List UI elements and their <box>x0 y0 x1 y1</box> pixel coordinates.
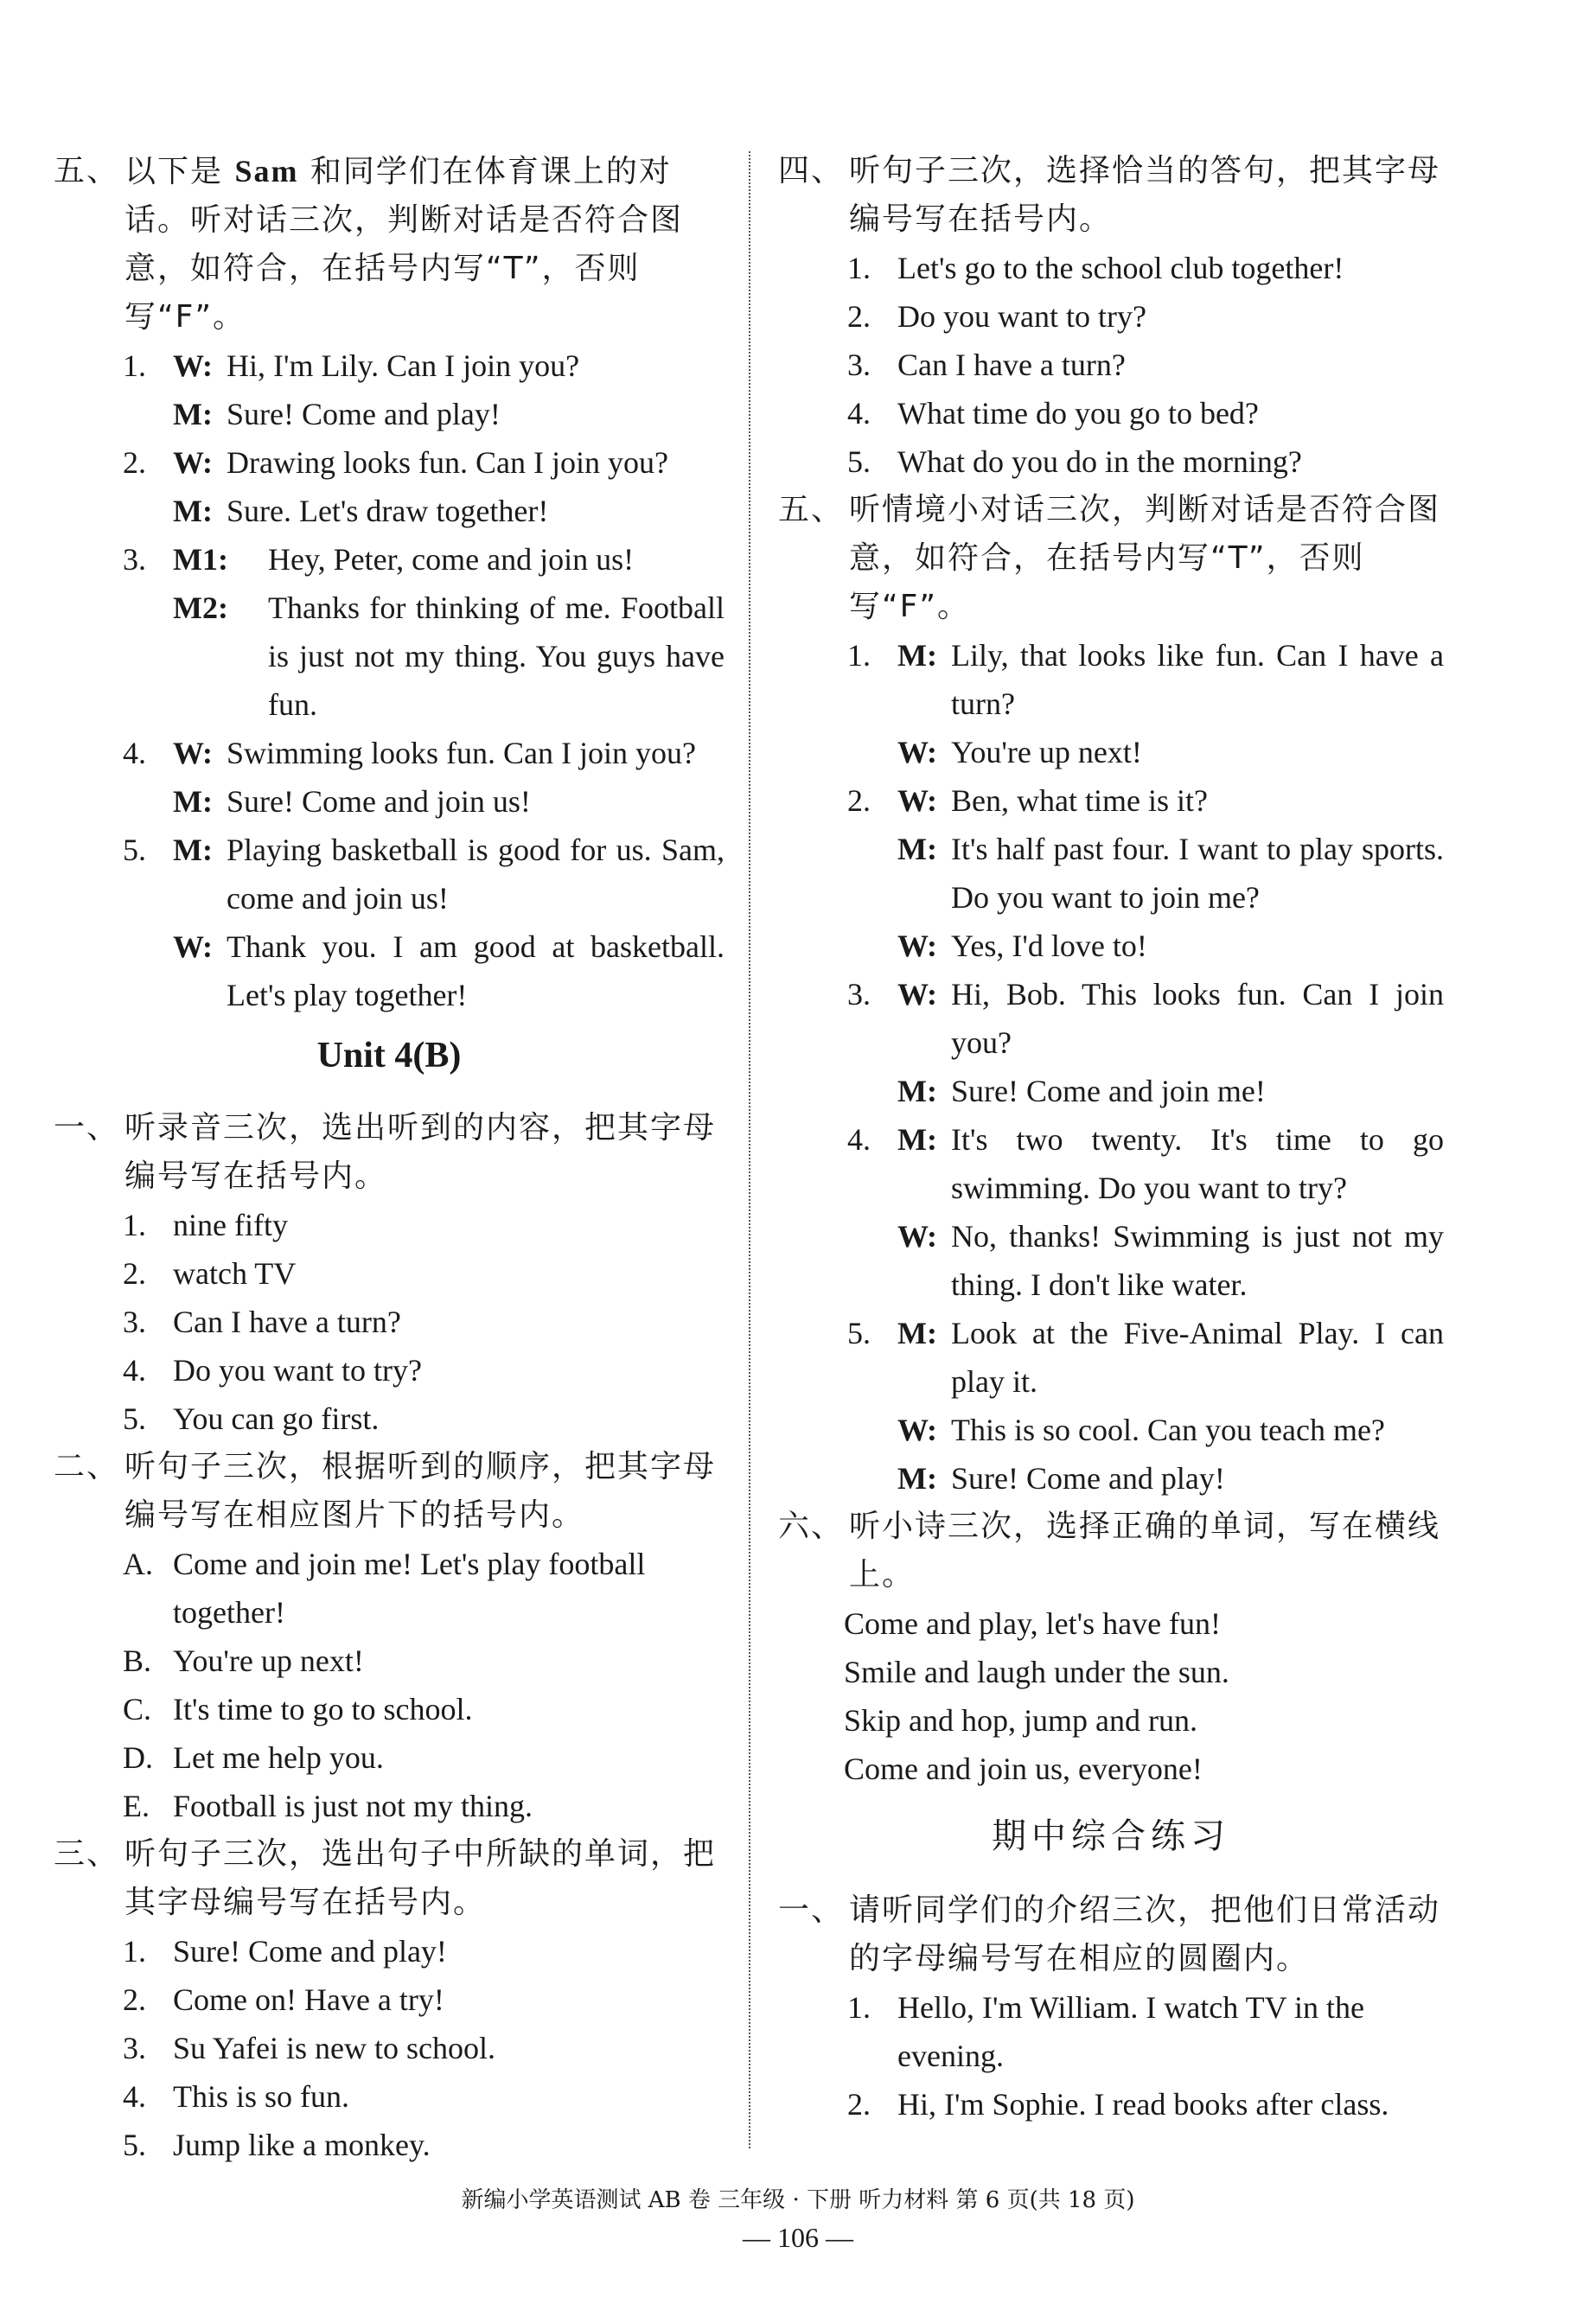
dialogue-3: 3. W: Hi, Bob. This looks fun. Can I join you? M: Sure! Come and join me! <box>847 977 1444 1108</box>
poem-line: Skip and hop, jump and run. <box>844 1703 1197 1738</box>
dialogue-1: 1. M: Lily, that looks like fun. Can I have a turn? W: You're up next! <box>847 638 1444 769</box>
section-number: 五、 <box>54 153 120 188</box>
poem-line: Come and join us, everyone! <box>844 1752 1203 1786</box>
left-section-2 <box>54 1443 725 1830</box>
list-item: 3. Can I have a turn? <box>847 348 1126 382</box>
section-instruction: 听句子三次，根据听到的顺序，把其字母编号写在相应图片下的括号内。 <box>124 1449 717 1533</box>
section-instruction: 听录音三次，选出听到的内容，把其字母编号写在括号内。 <box>124 1110 717 1194</box>
column-divider <box>749 151 750 2148</box>
list-item: 2. Hi, I'm Sophie. I read books after class. <box>847 2087 1389 2122</box>
list-item: 4. What time do you go to bed? <box>847 396 1259 431</box>
section-instruction: 听句子三次，选出句子中所缺的单词，把其字母编号写在括号内。 <box>124 1836 717 1920</box>
list-item: E. Football is just not my thing. <box>123 1789 533 1823</box>
list-item: 1. Let's go to the school club together! <box>847 251 1344 285</box>
section-number: 五、 <box>778 492 845 527</box>
poem-line: Smile and laugh under the sun. <box>844 1655 1229 1689</box>
section-number: 一、 <box>778 1892 845 1928</box>
list-item: 2. Come on! Have a try! <box>123 1982 444 2017</box>
list-item: B. You're up next! <box>123 1643 364 1678</box>
list-item: 1. Sure! Come and play! <box>123 1934 447 1969</box>
left-section-3 <box>54 1830 725 2169</box>
right-section-a <box>778 1886 1444 2128</box>
section-number: 四、 <box>778 153 845 188</box>
dialogue-4: 4. M: It's two twenty. It's time to go swimming. Do you want to try? W: No, thanks! Swimming is just not my thing. I don't like water. <box>847 1122 1444 1302</box>
list-item: 2. Do you want to try? <box>847 299 1146 334</box>
list-item: A. Come and join me! Let's play football together! <box>123 1547 646 1630</box>
page-number: — 106 — <box>743 2222 853 2253</box>
list-item: 3. Su Yafei is new to school. <box>123 2031 496 2065</box>
unit-title: Unit 4(B) <box>316 1036 462 1075</box>
right-section-6 <box>778 1503 1444 1793</box>
right-column <box>778 147 1444 2128</box>
list-item: 2. watch TV <box>123 1256 297 1291</box>
dialogue-3: 3. M1: Hey, Peter, come and join us! M2: Thanks for thinking of me. Football is just not my thing. You guys have fun. <box>123 542 725 722</box>
right-section-4 <box>778 147 1444 486</box>
right-section-5 <box>778 486 1444 1503</box>
list-item: 5. You can go first. <box>123 1401 380 1436</box>
dialogue-5: 5. M: Playing basketball is good for us. Sam, come and join us! W: Thank you. I am good at basketball. Let's play together! <box>123 833 725 1012</box>
dialogue-2: 2. W: Drawing looks fun. Can I join you? M: Sure. Let's draw together! <box>123 445 668 528</box>
left-column <box>54 147 725 2169</box>
list-item: 5. Jump like a monkey. <box>123 2128 431 2162</box>
list-item: 1. Hello, I'm William. I watch TV in the evening. <box>847 1990 1364 2073</box>
poem <box>778 1599 1444 1793</box>
list-item: D. Let me help you. <box>123 1740 384 1775</box>
list-item: C. It's time to go to school. <box>123 1692 473 1726</box>
list-item: 5. What do you do in the morning? <box>847 444 1302 479</box>
list-item: 4. Do you want to try? <box>123 1353 422 1388</box>
section-instruction: 听小诗三次，选择正确的单词，写在横线上。 <box>849 1509 1441 1592</box>
dialogue-2: 2. W: Ben, what time is it? M: It's half past four. I want to play sports. Do you want to join me? W: Yes, I'd love to! <box>847 783 1444 963</box>
dialogue-4: 4. W: Swimming looks fun. Can I join you? M: Sure! Come and join us! <box>123 736 697 819</box>
dialogue-1: 1. W: Hi, I'm Lily. Can I join you? M: Sure! Come and play! <box>123 348 580 431</box>
section-instruction: 请听同学们的介绍三次，把他们日常活动的字母编号写在相应的圆圈内。 <box>849 1892 1441 1976</box>
list-item: 1. nine fifty <box>123 1208 288 1242</box>
section-number: 三、 <box>54 1836 120 1872</box>
section-instruction: 听情境小对话三次，判断对话是否符合图意，如符合，在括号内写“T”，否则写“F”。 <box>849 492 1441 624</box>
page-footer: 新编小学英语测试 AB 卷 三年级 · 下册 听力材料 第 6 页(共 18 页) <box>461 2187 1135 2213</box>
midterm-title: 期中综合练习 <box>992 1816 1230 1856</box>
section-number: 二、 <box>54 1449 120 1484</box>
section-number: 六、 <box>778 1509 845 1544</box>
left-section-5 <box>54 147 725 1019</box>
list-item: 4. This is so fun. <box>123 2079 350 2114</box>
poem-line: Come and play, let's have fun! <box>844 1606 1222 1641</box>
section-instruction: 以下是 Sam 和同学们在体育课上的对话。听对话三次，判断对话是否符合图意，如符合，在括号内写“T”，否则写“F”。 <box>124 154 684 335</box>
section-number: 一、 <box>54 1110 120 1146</box>
list-item: 3. Can I have a turn? <box>123 1305 401 1339</box>
dialogue-5: 5. M: Look at the Five-Animal Play. I can play it. W: This is so cool. Can you teach me? M: Sure! Come and play! <box>847 1316 1444 1496</box>
section-instruction: 听句子三次，选择恰当的答句，把其字母编号写在括号内。 <box>849 153 1441 237</box>
left-section-1 <box>54 1104 725 1443</box>
